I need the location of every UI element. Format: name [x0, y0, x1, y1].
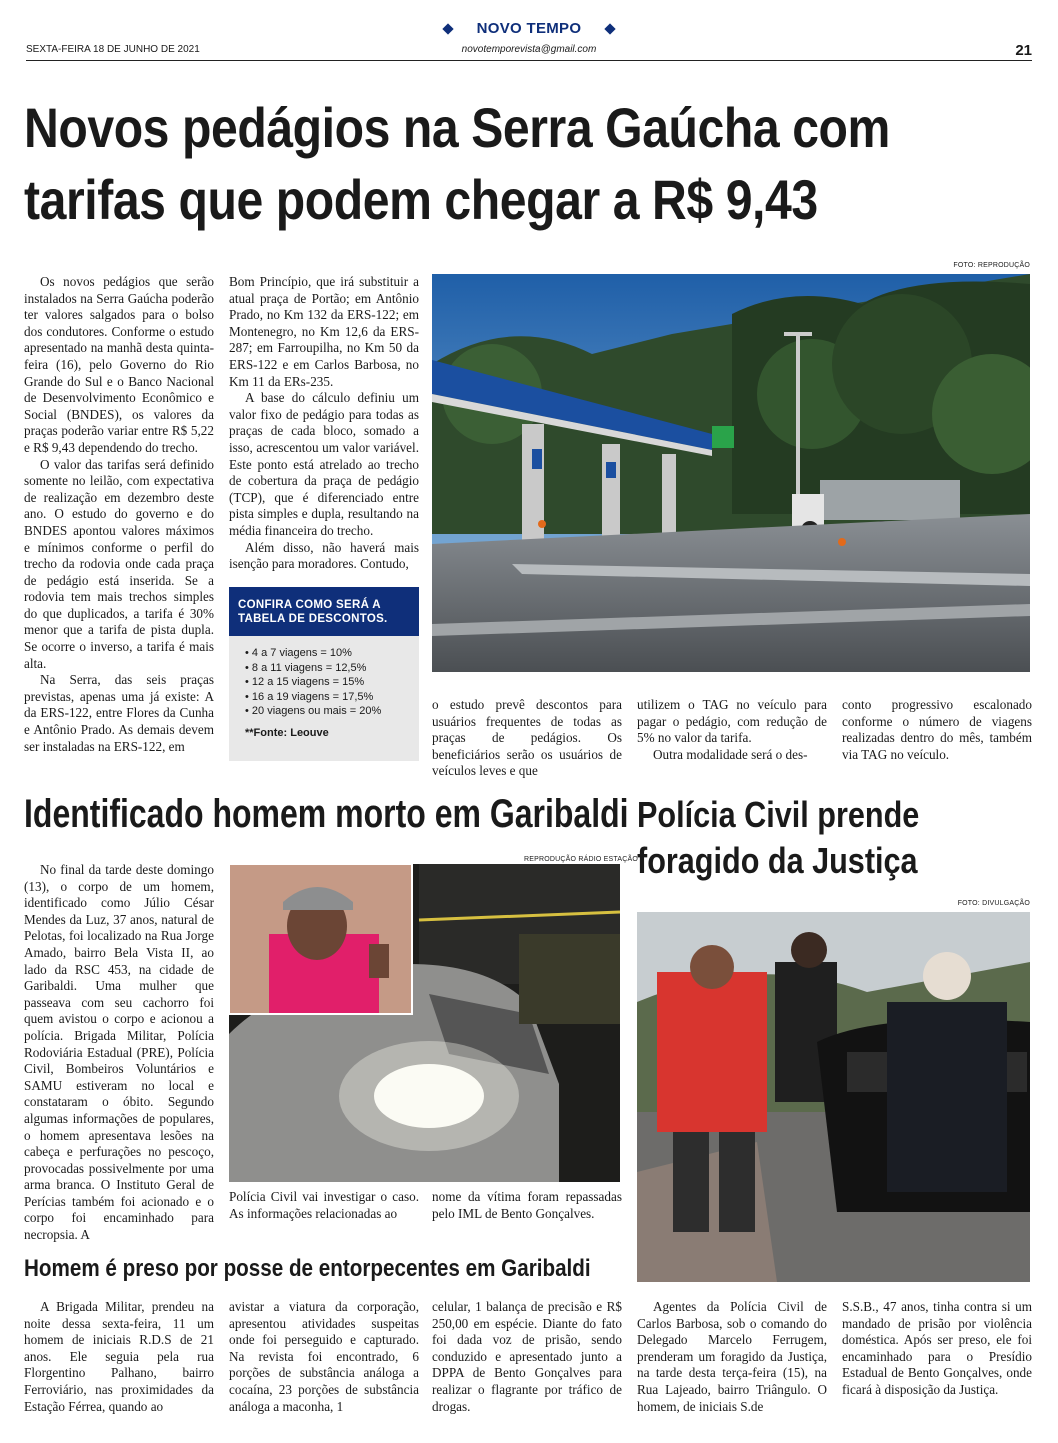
toll-photo-credit: FOTO: REPRODUÇÃO	[953, 262, 1030, 269]
garibaldi-death-headline: Identificado homem morto em Garibaldi	[24, 792, 629, 836]
main-headline	[24, 92, 893, 236]
discount-item: • 16 a 19 viagens = 17,5%	[245, 690, 419, 705]
discount-list	[229, 636, 419, 719]
fugitive-article-col-2: S.S.B., 47 anos, tinha contra si um mandado de prisão por violência doméstica. Após ser preso, ele foi encaminhado para o Presídio Estadual de Bento Gonçalves, onde ficará à disposição da Justiça.	[842, 1299, 1032, 1397]
toll-plaza-photo	[432, 274, 1030, 672]
fugitive-headline-line-1: Polícia Civil prende	[637, 794, 920, 835]
main-headline-line-1: Novos pedágios na Serra Gaúcha com	[24, 96, 890, 159]
discount-item: • 8 a 11 viagens = 12,5%	[245, 661, 419, 676]
toll-article-col-5: conto progressivo escalonado conforme o número de viagens realizadas dentro do mês, também via TAG no veículo.	[842, 697, 1032, 762]
fugitive-headline-line-2: foragido da Justiça	[637, 840, 918, 881]
newspaper-brand: NOVO TEMPO	[440, 20, 618, 37]
edition-date: SEXTA-FEIRA 18 DE JUNHO DE 2021	[26, 44, 200, 55]
discount-item: • 20 viagens ou mais = 20%	[245, 704, 419, 719]
garibaldi-photo-credit: REPRODUÇÃO RÁDIO ESTAÇÃO	[524, 856, 638, 863]
crime-scene-photo	[229, 864, 620, 1182]
header-divider	[26, 60, 1032, 61]
crime-scene-illustration	[229, 864, 620, 1182]
fugitive-headline	[637, 792, 919, 884]
garibaldi-article-col-1: No final da tarde deste domingo (13), o corpo de um homem, identificado como Júlio César Mendes da Luz, 37 anos, natural de Pelotas, foi localizado na Rua Jorge Amado, bairro Bela Vista II, ao lado da RSC 453, na cidade de Garibaldi. Uma mulher que passeava com seu cachorro foi quem avistou o corpo e acionou a polícia. Brigada Militar, Polícia Rodoviária Estadual (PRE), Polícia Civil, Bombeiros Voluntários e SAMU estiveram no local e constataram o óbito. Segundo algumas informações de populares, o homem apresentava lesões na cabeça e perfurações no pescoço, provocadas possivelmente por uma arma branca. O Instituto Geral de Perícias também foi acionado e o corpo foi encaminhado para necropsia. A	[24, 862, 214, 1243]
discount-item: • 12 a 15 viagens = 15%	[245, 675, 419, 690]
fugitive-photo-credit: FOTO: DIVULGAÇÃO	[957, 900, 1030, 907]
drugs-article-col-3: celular, 1 balança de precisão e R$ 250,00 em espécie. Diante do fato foi dada voz de prisão, sendo conduzido e apresentado junto a DPPA de Bento Gonçalves para realizar o flagrante por tráfico de drogas.	[432, 1299, 622, 1414]
drugs-article-col-1: A Brigada Militar, prendeu na noite dessa sexta-feira, 11 um homem de iniciais R.D.S de 21 anos. Ele seguia pela rua Florgentino Palhano, bairro Ferroviário, nas proximidades da Estação Férrea, quando ao	[24, 1299, 214, 1414]
discount-source: **Fonte: Leouve	[245, 726, 329, 739]
main-headline-line-2: tarifas que podem chegar a R$ 9,43	[24, 168, 818, 231]
page-number: 21	[1015, 42, 1032, 59]
toll-article-col-2: Bom Princípio, que irá substituir a atual praça de Portão; em Antônio Prado, no Km 132 da ERS-122; em Montenegro, no Km 12,6 da ERS-287; em Farroupilha, no Km 50 da ERS-122 e em Carlos Barbosa, no Km 11 da ERs-235. A base do cálculo definiu um valor fixo de pedágio para todas as praças de cada bloco, somado a isso, acrescentou um valor variável. Este ponto está atrelado ao trecho de cobertura da praça de pedágio (TCP), que é diferenciado entre pista simples e dupla, resultando na média financeira do trecho. Além disso, não haverá mais isenção para moradores. Contudo,	[229, 274, 419, 572]
discount-item: • 4 a 7 viagens = 10%	[245, 646, 419, 661]
arrest-illustration	[637, 912, 1030, 1282]
fugitive-article-col-1: Agentes da Polícia Civil de Carlos Barbosa, sob o comando do Delegado Marcelo Ferrugem, prenderam um foragido da Justiça, na tarde desta terça-feira (15), na Rua Lajeado, bairro Triângulo. O homem, de iniciais S.de	[637, 1299, 827, 1414]
toll-article-col-3: o estudo prevê descontos para usuários frequentes de todas as praças de pedágios. Os beneficiários serão os usuários de veículos leves e que	[432, 697, 622, 779]
discount-table-box	[229, 587, 419, 761]
discount-table-title: CONFIRA COMO SERÁ A TABELA DE DESCONTOS.	[229, 587, 419, 636]
toll-article-col-1: Os novos pedágios que serão instalados na Serra Gaúcha poderão ter valores salgados para o bolso dos condutores. Conforme o estudo apresentado na manhã desta quinta-feira (16), pelo Governo do Rio Grande do Sul e o Banco Nacional de Desenvolvimento Econômico e Social (BNDES), os valores da praças poderão variar entre R$ 5,22 e R$ 9,43 dependendo do trecho. O valor das tarifas será definido somente no leilão, com expectativa de realização em dezembro deste ano. O estudo do governo e do BNDES apontou valores máximos e mínimos conforme o perfil do trecho da rodovia onde cada praça de pedágio está inserida. Se a rodovia tem mais trechos simples do que duplicados, a tarifa é 30% menor que a tarifa de pista dupla. Se ocorre o inverso, a tarifa é mais alta. Na Serra, das seis praças previstas, apenas uma já existe: A da ERS-122, entre Flores da Cunha e Antônio Prado. As demais devem ser instaladas na ERS-122, em	[24, 274, 214, 754]
drugs-arrest-headline: Homem é preso por posse de entorpecentes em Garibaldi	[24, 1255, 591, 1282]
contact-email[interactable]: novotemporevista@gmail.com	[461, 44, 597, 55]
toll-plaza-illustration	[432, 274, 1030, 672]
drugs-article-col-2: avistar a viatura da corporação, apresentou atividades suspeitas onde foi perseguido e capturado. Na revista foi encontrado, 6 porções de substância análoga a cocaína, 23 porções de substância análoga a maconha, 1	[229, 1299, 419, 1414]
garibaldi-article-col-3: nome da vítima foram repassadas pelo IML de Bento Gonçalves.	[432, 1189, 622, 1221]
garibaldi-article-col-2: Polícia Civil vai investigar o caso. As informações relacionadas ao	[229, 1189, 419, 1221]
toll-article-col-4: utilizem o TAG no veículo para pagar o pedágio, com redução de 5% no valor da tarifa. Outra modalidade será o des-	[637, 697, 827, 762]
arrest-photo	[637, 912, 1030, 1282]
